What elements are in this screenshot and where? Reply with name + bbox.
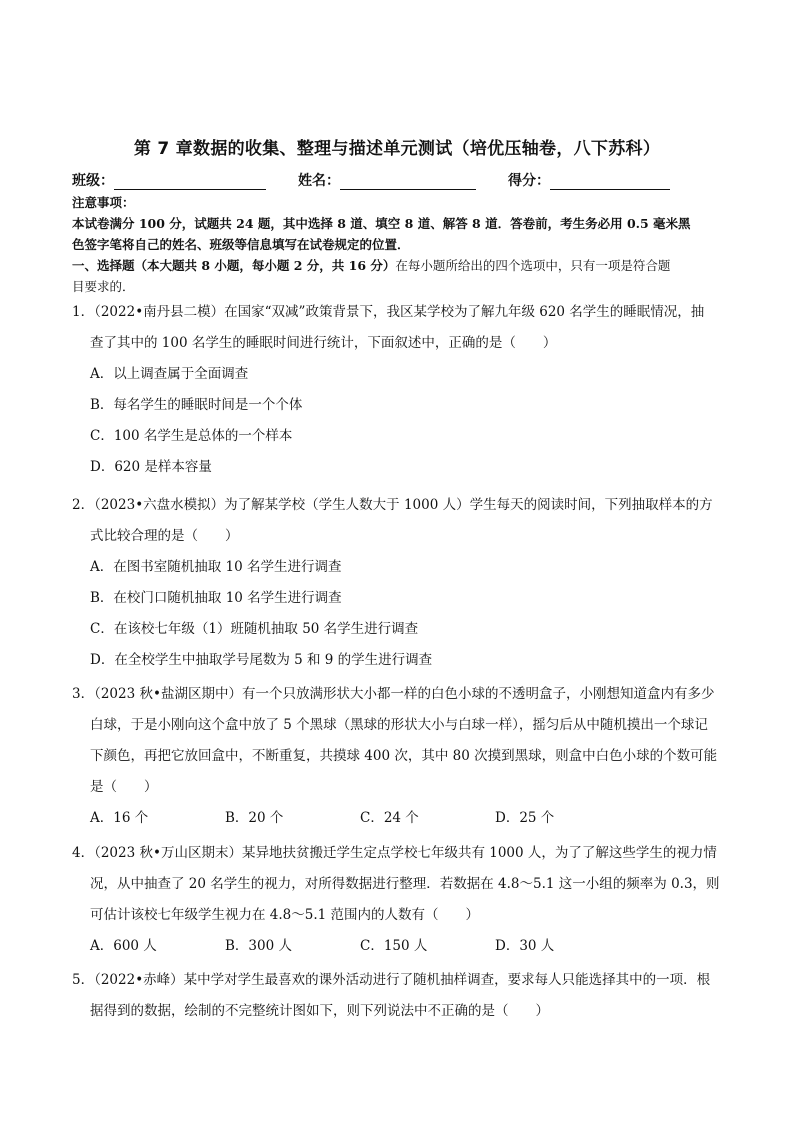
question-1	[72, 297, 724, 483]
option-c[interactable]: C．100 名学生是总体的一个样本	[90, 428, 293, 444]
option-d[interactable]: D．在全校学生中抽取学号尾数为 5 和 9 的学生进行调查	[90, 652, 433, 668]
question-text-line: 况，从中抽查了 20 名学生的视力，对所得数据进行整理．若数据在 4.8～5.1 这一小组的频率为 0.3，则	[90, 876, 720, 892]
class-label: 班级：	[72, 173, 114, 189]
question-text-line: 据得到的数据，绘制的不完整统计图如下，则下列说法中不正确的是（ ）	[90, 1003, 549, 1019]
name-field	[298, 170, 476, 190]
score-label: 得分：	[508, 173, 550, 189]
question-2	[72, 490, 724, 676]
question-text-line: 2．（2023•六盘水模拟）为了解某学校（学生人数大于 1000 人）学生每天的阅读时间，下列抽取样本的方	[72, 497, 713, 513]
option-d[interactable]: D．30 人	[495, 938, 555, 954]
question-text-line: 可估计该校七年级学生视力在 4.8～5.1 范围内的人数有（ ）	[90, 907, 480, 923]
options-row	[72, 803, 724, 834]
question-text-line: 下颜色，再把它放回盒中，不断重复，共摸球 400 次，其中 80 次摸到黑球，则盒中白色小球的个数可能	[90, 748, 718, 764]
notice-line-1: 本试卷满分 100 分，试题共 24 题，其中选择 8 道、填空 8 道、解答 8 道．答卷前，考生务必用 0.5 毫米黑	[72, 216, 691, 231]
option-a[interactable]: A．以上调查属于全面调查	[90, 366, 249, 382]
option-d[interactable]: D．620 是样本容量	[90, 459, 212, 475]
question-text-line: 3．（2023 秋•盐湖区期中）有一个只放满形状大小都一样的白色小球的不透明盒子，小刚想知道盒内有多少	[72, 686, 715, 702]
question-text-line: 查了其中的 100 名学生的睡眠时间进行统计，下面叙述中，正确的是（ ）	[90, 335, 557, 351]
option-c[interactable]: C．150 人	[360, 938, 428, 954]
option-b[interactable]: B．在校门口随机抽取 10 名学生进行调查	[90, 590, 342, 606]
question-text-line: 4．（2023 秋•万山区期末）某异地扶贫搬迁学生定点学校七年级共有 1000 人，为了了解这些学生的视力情	[72, 845, 717, 861]
question-text-line: 是（ ）	[90, 779, 158, 795]
class-field	[72, 170, 266, 190]
class-blank[interactable]	[114, 173, 266, 190]
section-heading-line-1	[72, 255, 722, 276]
option-b[interactable]: B．300 人	[225, 938, 292, 954]
notice-line-2: 色签字笔将自己的姓名、班级等信息填写在试卷规定的位置．	[72, 237, 410, 252]
page-title: 第 7 章数据的收集、整理与描述单元测试（培优压轴卷，八下苏科）	[133, 139, 661, 159]
question-text-line: 式比较合理的是（ ）	[90, 528, 239, 544]
name-label: 姓名：	[298, 173, 340, 189]
score-field	[508, 170, 670, 190]
section-heading-bold: 一、选择题（本大题共 8 小题，每小题 2 分，共 16 分）	[72, 258, 396, 273]
option-a[interactable]: A．在图书室随机抽取 10 名学生进行调查	[90, 559, 342, 575]
option-b[interactable]: B．20 个	[225, 810, 284, 826]
section-heading-line-2: 目要求的．	[72, 279, 135, 294]
question-3	[72, 679, 724, 834]
option-a[interactable]: A．16 个	[90, 810, 149, 826]
notice-heading: 注意事项：	[72, 195, 135, 210]
question-text-line: 5．（2022•赤峰）某中学对学生最喜欢的课外活动进行了随机抽样调查，要求每人只能选择其中的一项．根	[72, 972, 711, 988]
option-a[interactable]: A．600 人	[90, 938, 157, 954]
options-row	[72, 931, 724, 962]
option-d[interactable]: D．25 个	[495, 810, 555, 826]
name-blank[interactable]	[340, 173, 476, 190]
option-b[interactable]: B．每名学生的睡眠时间是一个个体	[90, 397, 303, 413]
question-4	[72, 838, 724, 962]
question-text-line: 1．（2022•南丹县二模）在国家“双减”政策背景下，我区某学校为了解九年级 620 名学生的睡眠情况，抽	[72, 304, 705, 320]
option-c[interactable]: C．24 个	[360, 810, 419, 826]
question-text-line: 白球，于是小刚向这个盒中放了 5 个黑球（黑球的形状大小与白球一样），摇匀后从中随机摸出一个球记	[90, 717, 708, 733]
option-c[interactable]: C．在该校七年级（1）班随机抽取 50 名学生进行调查	[90, 621, 419, 637]
notice-section	[72, 192, 722, 297]
score-blank[interactable]	[550, 173, 670, 190]
question-5	[72, 965, 724, 1027]
section-heading-rest: 在每小题所给出的四个选项中，只有一项是符合题	[395, 258, 671, 273]
student-info-row	[72, 170, 722, 192]
